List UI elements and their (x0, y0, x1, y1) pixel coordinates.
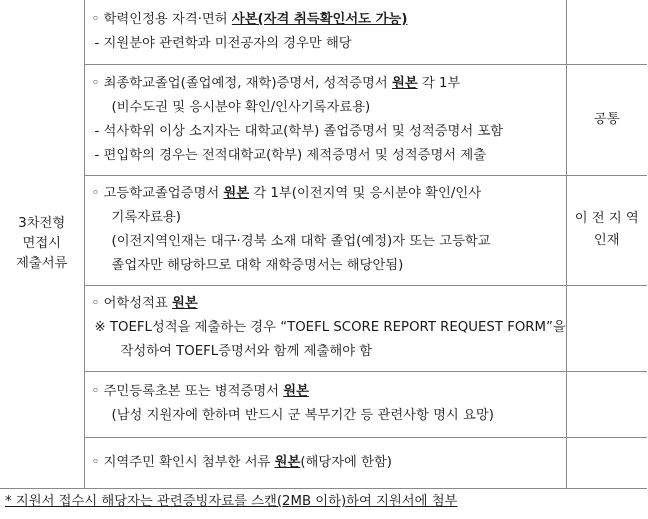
requirement-note: 졸업자만 해당하므로 대학 재학증명서는 해당안됨) (111, 258, 404, 273)
footnote: * 지원서 접수시 해당자는 관련증빙자료를 스캔(2MB 이하)하여 지원서에 첨부 (5, 494, 458, 509)
requirement-cell (84, 285, 566, 371)
requirement-line: ◦ 최종학교졸업(졸업예정, 재학)증명서, 성적증명서 원본 각 1부 (91, 75, 461, 91)
target-cell (566, 0, 647, 64)
requirement-note: 기록자료용) (111, 210, 181, 225)
requirement-note: - 석사학위 이상 소지자는 대학교(학부) 졸업증명서 및 성적증명서 포함 (94, 123, 504, 139)
requirement-note: 작성하여 TOEFL증명서와 함께 제출해야 함 (120, 344, 373, 359)
target-cell (566, 371, 647, 437)
requirement-line: ◦ 학력인정용 자격·면허 사본(자격 취득확인서도 가능) (91, 11, 408, 27)
category-line: 3차전형 (18, 215, 66, 231)
target-cell (566, 175, 647, 285)
emphasis-text: 원본 (223, 186, 250, 201)
requirement-note: (비수도권 및 응시분야 확인/인사기록자료용) (111, 99, 371, 115)
requirement-note: (남성 지원자에 한하며 반드시 군 복무기간 등 관련사항 명시 요망) (111, 408, 494, 423)
requirement-cell (84, 371, 566, 437)
emphasis-text: 원본 (274, 454, 301, 470)
category-cell (0, 0, 84, 488)
requirement-line: ◦ 주민등록초본 또는 병적증명서 원본 (91, 384, 309, 399)
category-line: 면접시 (22, 235, 62, 251)
target-cell (566, 285, 647, 371)
target-cell (566, 64, 647, 175)
requirement-note: ※ TOEFL성적을 제출하는 경우 “TOEFL SCORE REPORT REQUEST FORM”을 (94, 320, 566, 335)
category-line: 제출서류 (16, 255, 68, 271)
emphasis-text: 원본 (391, 75, 418, 91)
requirement-cell (84, 0, 566, 64)
target-label: 인재 (593, 233, 620, 248)
requirement-note: - 지원분야 관련학과 미전공자의 경우만 해당 (94, 35, 352, 51)
requirement-note: - 편입학의 경우는 전적대학교(학부) 제적증명서 및 성적증명서 제출 (94, 147, 487, 163)
requirement-line: ◦ 지역주민 확인시 첨부한 서류 원본(해당자에 한함) (91, 454, 392, 470)
emphasis-text: 사본(자격 취득확인서도 가능) (231, 11, 408, 27)
requirement-cell (84, 64, 566, 175)
requirement-note: (이전지역인재는 대구·경북 소재 대학 졸업(예정)자 또는 고등학교 (111, 234, 491, 249)
emphasis-text: 원본 (172, 296, 198, 311)
requirement-cell (84, 437, 566, 488)
target-cell (566, 437, 647, 488)
target-label: 공통 (593, 111, 620, 127)
requirement-line: ◦ 고등학교졸업증명서 원본 각 1부(이전지역 및 응시분야 확인/인사 (91, 186, 482, 201)
target-label: 이 전 지 역 (574, 211, 639, 226)
requirement-line: ◦ 어학성적표 원본 (91, 296, 198, 311)
requirement-cell (84, 175, 566, 285)
emphasis-text: 원본 (283, 384, 309, 399)
